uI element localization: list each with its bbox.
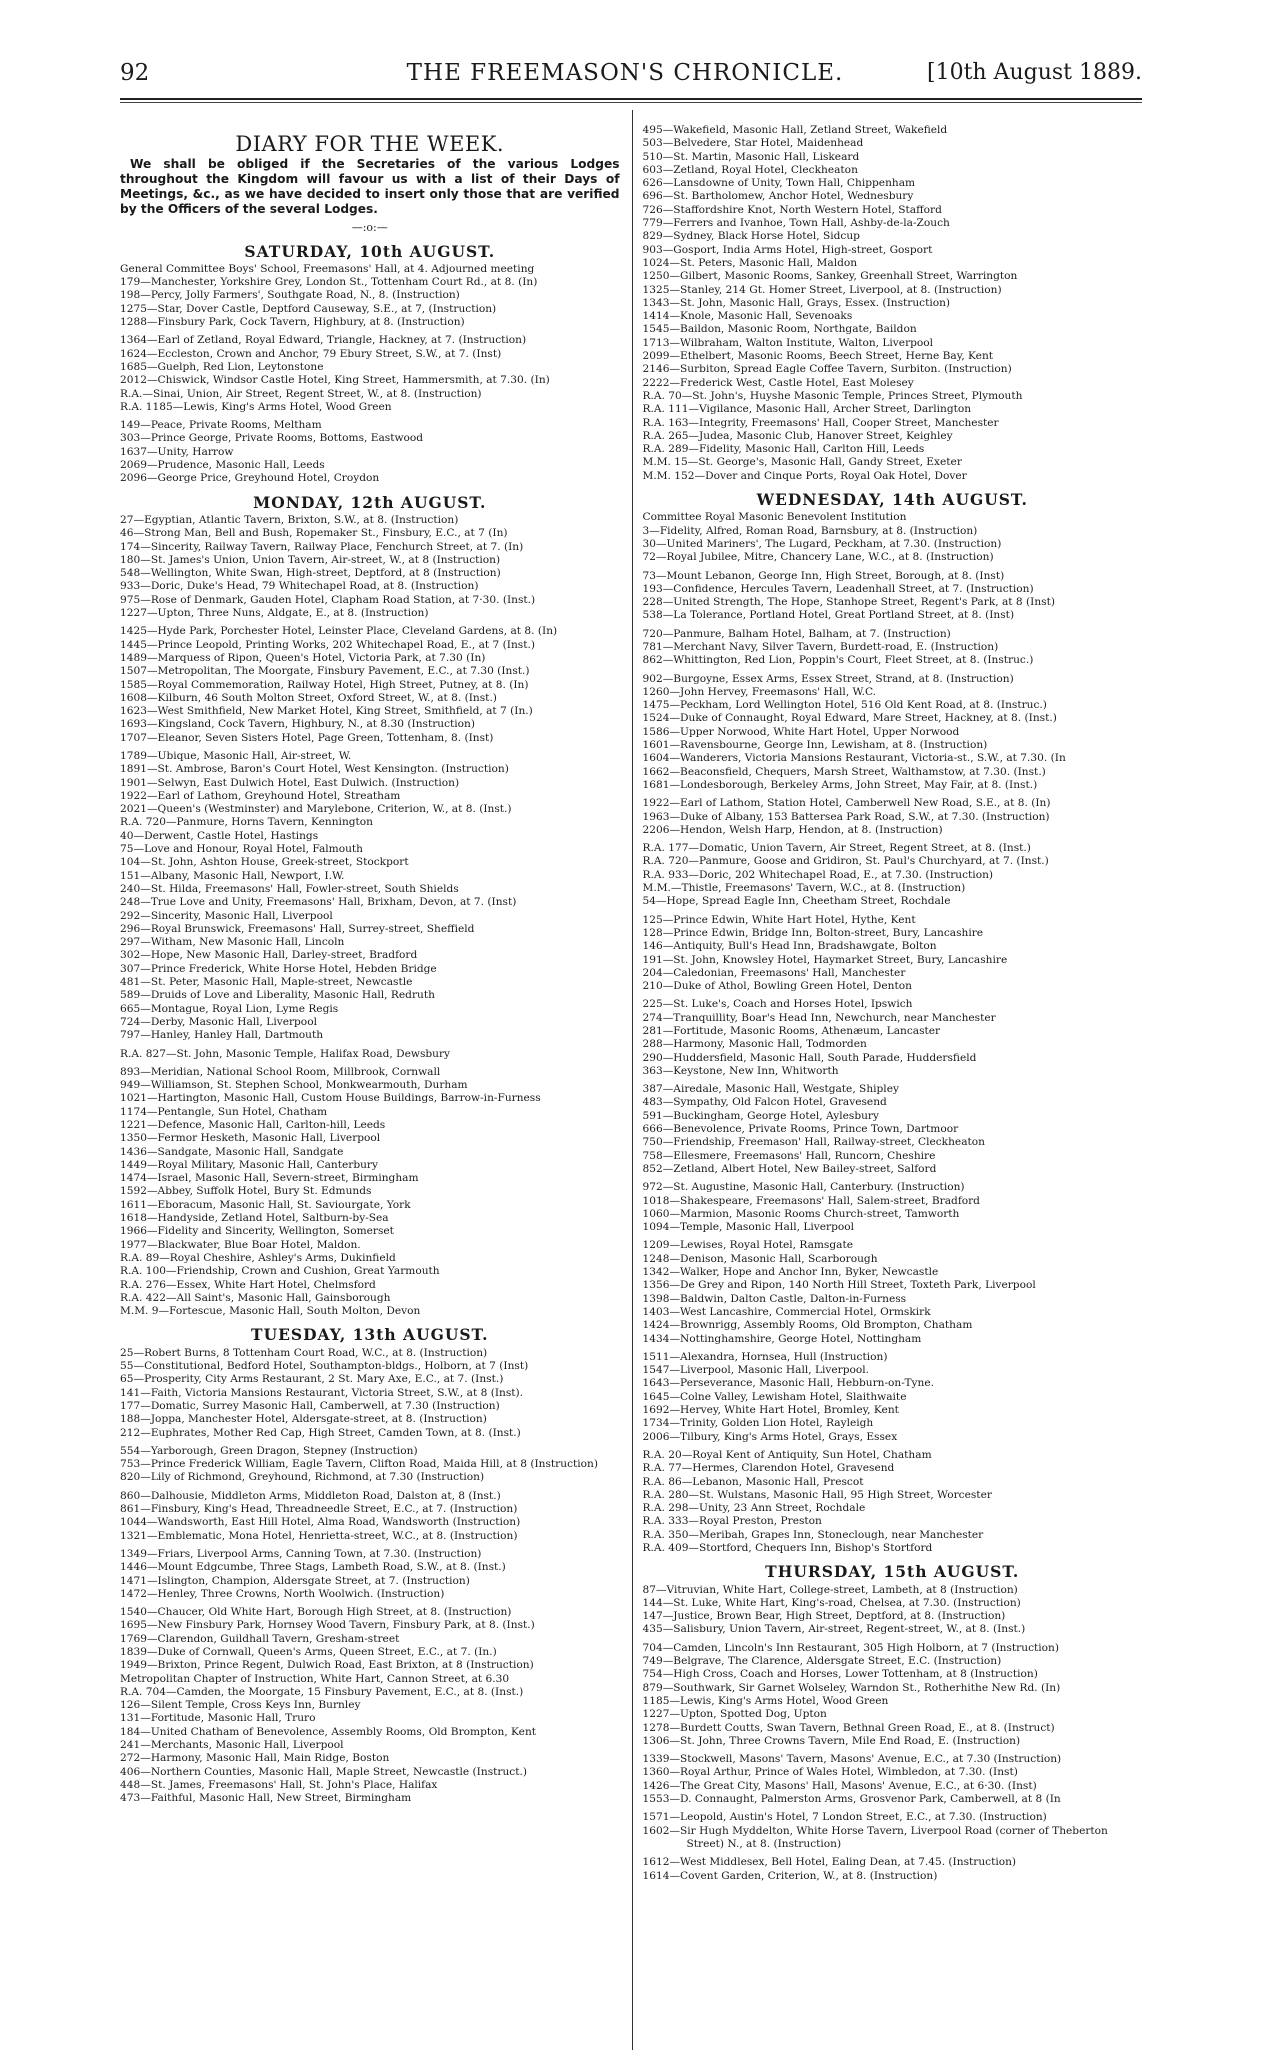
lodge-entry: 754—High Cross, Coach and Horses, Lower Tottenham, at 8 (Instruction) [642,1668,1038,1681]
lodge-entry: 862—Whittington, Red Lion, Poppin's Court, Fleet Street, at 8. (Instruc.) [642,654,1034,667]
lodge-entry: R.A. 89—Royal Cheshire, Ashley's Arms, Dukinfield [120,1251,396,1264]
lodge-entry: R.A. 827—St. John, Masonic Temple, Halifax Road, Dewsbury [120,1047,451,1060]
lodge-entry: R.A. 704—Camden, the Moorgate, 15 Finsbury Pavement, E.C., at 8. (Inst.) [120,1685,524,1698]
lodge-entry: 188—Joppa, Manchester Hotel, Aldersgate-street, at 8. (Instruction) [120,1413,487,1426]
lodge-entry: 1227—Upton, Spotted Dog, Upton [642,1708,827,1721]
lodge-entry: 548—Wellington, White Swan, High-street, Deptford, at 8 (Instruction) [120,567,501,580]
lodge-entry: 1475—Peckham, Lord Wellington Hotel, 516 Old Kent Road, at 8. (Instruc.) [642,699,1047,712]
lodge-entry: 538—La Tolerance, Portland Hotel, Great Portland Street, at 8. (Inst) [642,609,1015,622]
lodge-entry: 1221—Defence, Masonic Hall, Carlton-hill, Leeds [120,1119,386,1131]
lodge-entry: 1713—Wilbraham, Walton Institute, Walton, Liverpool [642,336,934,349]
lodge-entry: 1891—St. Ambrose, Baron's Court Hotel, West Kensington. (Instruction) [120,763,509,776]
lodge-entry: 191—St. John, Knowsley Hotel, Haymarket Street, Bury, Lancashire [642,953,1008,966]
lodge-entry: 852—Zetland, Albert Hotel, New Bailey-street, Salford [642,1162,937,1175]
lodge-entry: 1901—Selwyn, East Dulwich Hotel, East Dulwich. (Instruction) [120,776,460,789]
lodge-entry: 1553—D. Connaught, Palmerston Arms, Grosvenor Park, Camberwell, at 8 (In [642,1793,1061,1806]
lodge-entry: 902—Burgoyne, Essex Arms, Essex Street, Strand, at 8. (Instruction) [642,672,1014,685]
lodge-entry: 180—St. James's Union, Union Tavern, Air-street, W., at 8 (Instruction) [120,553,501,566]
lodge-entry: 724—Derby, Masonic Hall, Liverpool [120,1015,317,1028]
lodge-entry: 1949—Brixton, Prince Regent, Dulwich Road, East Brixton, at 8 (Instruction) [120,1659,534,1672]
lodge-entry: 1278—Burdett Coutts, Swan Tavern, Bethnal Green Road, E., at 8. (Instruct) [642,1721,1055,1734]
lodge-entry: 25—Robert Burns, 8 Tottenham Court Road, W.C., at 8. (Instruction) [120,1346,488,1359]
lodge-entry: 1094—Temple, Masonic Hall, Liverpool [642,1221,854,1234]
lodge-entry: R.A. 20—Royal Kent of Antiquity, Sun Hotel, Chatham [642,1448,932,1461]
lodge-entry: 174—Sincerity, Railway Tavern, Railway Place, Fenchurch Street, at 7. (In) [120,540,524,553]
lodge-entry: 125—Prince Edwin, White Hart Hotel, Hythe, Kent [642,913,916,926]
lodge-entry: 1325—Stanley, 214 Gt. Homer Street, Liverpool, at 8. (Instruction) [642,283,1002,296]
lodge-entry: 1645—Colne Valley, Lewisham Hotel, Slaithwaite [642,1390,907,1403]
lodge-entry: 893—Meridian, National School Room, Millbrook, Cornwall [120,1065,441,1078]
lodge-entry: 2146—Surbiton, Spread Eagle Coffee Tavern, Surbiton. (Instruction) [642,363,1012,376]
lodge-entry: 1540—Chaucer, Old White Hart, Borough High Street, at 8. (Instruction) [120,1606,512,1619]
lodge-entry: 292—Sincerity, Masonic Hall, Liverpool [120,909,333,922]
issue-date: [10th August 1889. [927,60,1142,85]
day-section-tuesday-continued [642,124,1142,483]
lodge-entry: R.A. 1185—Lewis, King's Arms Hotel, Wood Green [120,400,392,413]
lodge-entry: 1288—Finsbury Park, Cock Tavern, Highbury, at 8. (Instruction) [120,316,465,329]
lodge-entry: 758—Ellesmere, Freemasons' Hall, Runcorn, Cheshire [642,1149,936,1162]
lodge-entry: 1446—Mount Edgcumbe, Three Stags, Lambeth Road, S.W., at 8. (Inst.) [120,1561,506,1574]
lodge-entry: 363—Keystone, New Inn, Whitworth [642,1064,839,1077]
lodge-entry: R.A. 77—Hermes, Clarendon Hotel, Gravesend [642,1462,895,1475]
lodge-entry: 225—St. Luke's, Coach and Horses Hotel, Ipswich [642,998,913,1011]
lodge-entry: 2006—Tilbury, King's Arms Hotel, Grays, Essex [642,1430,898,1443]
lodge-entry: 302—Hope, New Masonic Hall, Darley-street, Bradford [120,949,418,962]
lodge-entry: R.A. 276—Essex, White Hart Hotel, Chelmsford [120,1278,376,1291]
lodge-entry: 87—Vitruvian, White Hart, College-street, Lambeth, at 8 (Instruction) [642,1583,1018,1596]
lodge-entry: 1602—Sir Hugh Myddelton, White Horse Tavern, Liverpool Road (corner of Theberton Street) N., at 8. (Instruction) [642,1824,1108,1850]
lodge-entry: 65—Prosperity, City Arms Restaurant, 2 St. Mary Axe, E.C., at 7. (Inst.) [120,1373,504,1386]
lodge-entry: 720—Panmure, Balham Hotel, Balham, at 7. (Instruction) [642,627,951,640]
lodge-entry: 435—Salisbury, Union Tavern, Air-street, Regent-street, W., at 8. (Inst.) [642,1623,1026,1636]
lodge-entry: 591—Buckingham, George Hotel, Aylesbury [642,1109,879,1122]
lodge-entry: 1275—Star, Dover Castle, Deptford Causeway, S.E., at 7, (Instruction) [120,302,497,315]
lodge-entry: 696—St. Bartholomew, Anchor Hotel, Wednesbury [642,190,914,203]
lodge-entry: 1601—Ravensbourne, George Inn, Lewisham, at 8. (Instruction) [642,739,988,752]
lodge-entry: 30—United Mariners', The Lugard, Peckham, at 7.30. (Instruction) [642,537,1002,550]
lodge-entry: 193—Confidence, Hercules Tavern, Leadenhall Street, at 7. (Instruction) [642,582,1034,595]
lodge-entry: 2222—Frederick West, Castle Hotel, East Molesey [642,376,914,389]
lodge-entry: M.M.—Thistle, Freemasons' Tavern, W.C., at 8. (Instruction) [642,882,966,895]
lodge-entry: R.A. 720—Panmure, Horns Tavern, Kennington [120,816,374,829]
lodge-entry: 2099—Ethelbert, Masonic Rooms, Beech Street, Herne Bay, Kent [642,350,994,363]
lodge-entry: 147—Justice, Brown Bear, High Street, Deptford, at 8. (Instruction) [642,1610,1006,1623]
lodge-entry: 1024—St. Peters, Masonic Hall, Maldon [642,256,858,269]
lodge-entry: 210—Duke of Athol, Bowling Green Hotel, Denton [642,980,912,993]
lodge-entry: 2021—Queen's (Westminster) and Marylebone, Criterion, W., at 8. (Inst.) [120,803,512,816]
lodge-entry: 2012—Chiswick, Windsor Castle Hotel, King Street, Hammersmith, at 7.30. (In) [120,374,550,387]
lodge-entry: 212—Euphrates, Mother Red Cap, High Street, Camden Town, at 8. (Inst.) [120,1426,521,1439]
article-intro: We shall be obliged if the Secretaries of the various Lodges throughout the Kingdom will favour us with a list of their Days of Meetings, &c., as we have decided to insert only those that are verified by the Officers of the several Lodges. [120,157,620,217]
lodge-entry: 204—Caledonian, Freemasons' Hall, Manchester [642,966,906,979]
lodge-entry: 1734—Trinity, Golden Lion Hotel, Rayleigh [642,1417,874,1430]
lodge-entry: 104—St. John, Ashton House, Greek-street, Stockport [120,856,409,869]
lodge-entry: 1321—Emblematic, Mona Hotel, Henrietta-street, W.C., at 8. (Instruction) [120,1529,518,1542]
lodge-entry: 1424—Brownrigg, Assembly Rooms, Old Brompton, Chatham [642,1319,973,1332]
lodge-entry: R.A. 298—Unity, 23 Ann Street, Rochdale [642,1502,866,1515]
page-number: 92 [120,60,150,86]
lodge-entry: 704—Camden, Lincoln's Inn Restaurant, 305 High Holborn, at 7 (Instruction) [642,1641,1059,1654]
separator: —:o:— [351,221,388,235]
day-heading-saturday: SATURDAY, 10th AUGUST. [244,241,496,261]
lodge-entry: M.M. 15—St. George's, Masonic Hall, Gandy Street, Exeter [642,456,962,469]
lodge-entry: 406—Northern Counties, Masonic Hall, Maple Street, Newcastle (Instruct.) [120,1765,527,1778]
lodge-entry: 296—Royal Brunswick, Freemasons' Hall, Surrey-street, Sheffield [120,922,475,935]
lodge-entry: 1586—Upper Norwood, White Hart Hotel, Upper Norwood [642,725,960,738]
day-heading-tuesday: TUESDAY, 13th AUGUST. [251,1325,489,1345]
lodge-entry: 1018—Shakespeare, Freemasons' Hall, Salem-street, Bradford [642,1194,980,1207]
lodge-entry: 228—United Strength, The Hope, Stanhope Street, Regent's Park, at 8 (Inst) [642,596,1055,609]
lodge-entry: 797—Hanley, Hanley Hall, Dartmouth [120,1029,324,1042]
lodge-entry: 2096—George Price, Greyhound Hotel, Croydon [120,472,380,485]
lodge-entry: 3—Fidelity, Alfred, Roman Road, Barnsbury, at 8. (Instruction) [642,524,978,537]
lodge-entry: 1021—Hartington, Masonic Hall, Custom House Buildings, Barrow-in-Furness [120,1092,541,1105]
lodge-entry: 481—St. Peter, Masonic Hall, Maple-street, Newcastle [120,976,413,989]
lodge-entry: 879—Southwark, Sir Garnet Wolseley, Warndon St., Rotherhithe New Rd. (In) [642,1681,1061,1694]
masthead [120,60,1142,102]
lodge-entry: 626—Lansdowne of Unity, Town Hall, Chippenham [642,177,916,190]
day-heading-thursday: THURSDAY, 15th AUGUST. [765,1562,1020,1582]
lodge-entry: 128—Prince Edwin, Bridge Inn, Bolton-street, Bury, Lancashire [642,926,984,939]
lodge-entry: 75—Love and Honour, Royal Hotel, Falmouth [120,843,364,856]
lodge-entry: 1612—West Middlesex, Bell Hotel, Ealing Dean, at 7.45. (Instruction) [642,1856,1017,1869]
lodge-entry: 726—Staffordshire Knot, North Western Hotel, Stafford [642,203,942,216]
lodge-entry: 779—Ferrers and Ivanhoe, Town Hall, Ashby-de-la-Zouch [642,217,950,230]
lodge-entry: 1426—The Great City, Masons' Hall, Masons' Avenue, E.C., at 6·30. (Inst) [642,1779,1037,1792]
lodge-entry: 1185—Lewis, King's Arms Hotel, Wood Green [642,1694,889,1707]
lodge-entry: 448—St. James, Freemasons' Hall, St. John's Place, Halifax [120,1778,438,1791]
lodge-entry: 860—Dalhousie, Middleton Arms, Middleton Road, Dalston at, 8 (Inst.) [120,1489,501,1502]
lodge-entry: 2206—Hendon, Welsh Harp, Hendon, at 8. (Instruction) [642,823,943,836]
left-column [120,110,628,2050]
lodge-entry: 483—Sympathy, Old Falcon Hotel, Gravesend [642,1096,887,1109]
lodge-entry: 1356—De Grey and Ripon, 140 North Hill Street, Toxteth Park, Liverpool [642,1279,1036,1292]
lodge-entry: 933—Doric, Duke's Head, 79 Whitechapel Road, at 8. (Instruction) [120,580,479,593]
column-divider [632,110,633,2050]
lodge-entry: 1681—Londesborough, Berkeley Arms, John Street, May Fair, at 8. (Inst.) [642,778,1038,791]
lodge-entry: R.A. 280—St. Wulstans, Masonic Hall, 95 High Street, Worcester [642,1488,992,1501]
lodge-entry: R.A. 70—St. John's, Huyshe Masonic Temple, Princes Street, Plymouth [642,389,1023,402]
lodge-entry: 1789—Ubique, Masonic Hall, Air-street, W. [120,749,352,762]
lodge-entry: 1343—St. John, Masonic Hall, Grays, Essex. (Instruction) [642,296,951,309]
lodge-entry: M.M. 9—Fortescue, Masonic Hall, South Molton, Devon [120,1305,421,1318]
lodge-entry: 473—Faithful, Masonic Hall, New Street, Birmingham [120,1792,412,1805]
lodge-entry: 1637—Unity, Harrow [120,445,234,458]
lodge-entry: 1571—Leopold, Austin's Hotel, 7 London Street, E.C., at 7.30. (Instruction) [642,1811,1047,1824]
lodge-entry: 972—St. Augustine, Masonic Hall, Canterbury. (Instruction) [642,1181,965,1194]
lodge-entry: 198—Percy, Jolly Farmers', Southgate Road, N., 8. (Instruction) [120,289,460,302]
lodge-entry: R.A.—Sinai, Union, Air Street, Regent Street, W., at 8. (Instruction) [120,387,482,400]
lodge-entry: 903—Gosport, India Arms Hotel, High-street, Gosport [642,243,933,256]
lodge-entry: 1662—Beaconsfield, Chequers, Marsh Street, Walthamstow, at 7.30. (Inst.) [642,765,1046,778]
lodge-entry: R.A. 111—Vigilance, Masonic Hall, Archer Street, Darlington [642,403,972,416]
lodge-entry: R.A. 409—Stortford, Chequers Inn, Bishop's Stortford [642,1541,933,1554]
lodge-entry: 1436—Sandgate, Masonic Hall, Sandgate [120,1145,344,1158]
lodge-entry: 1614—Covent Garden, Criterion, W., at 8. (Instruction) [642,1869,938,1882]
lodge-entry: 1693—Kingsland, Cock Tavern, Highbury, N., at 8.30 (Instruction) [120,718,476,731]
lodge-entry: 1977—Blackwater, Blue Boar Hotel, Maldon. [120,1238,361,1251]
lodge-entry: R.A. 333—Royal Preston, Preston [642,1515,822,1528]
lodge-entry: 1489—Marquess of Ripon, Queen's Hotel, Victoria Park, at 7.30 (In) [120,651,486,664]
day-heading-wednesday: WEDNESDAY, 14th AUGUST. [756,490,1028,510]
lodge-entry: 1611—Eboracum, Masonic Hall, St. Saviourgate, York [120,1198,411,1211]
lodge-entry: 666—Benevolence, Private Rooms, Prince Town, Dartmoor [642,1123,959,1136]
lodge-entry: 1966—Fidelity and Sincerity, Wellington, Somerset [120,1225,394,1238]
lodge-entry: 1769—Clarendon, Guildhall Tavern, Gresham-street [120,1632,400,1645]
lodge-entry: 589—Druids of Love and Liberality, Masonic Hall, Redruth [120,989,435,1002]
article-heading: DIARY FOR THE WEEK. [235,132,505,156]
lodge-entry: 1364—Earl of Zetland, Royal Edward, Triangle, Hackney, at 7. (Instruction) [120,334,527,347]
day-heading-monday: MONDAY, 12th AUGUST. [253,492,487,512]
lodge-entry: 1227—Upton, Three Nuns, Aldgate, E., at 8. (Instruction) [120,607,429,620]
lodge-entry: 297—Witham, New Masonic Hall, Lincoln [120,936,345,949]
lodge-entry: 1618—Handyside, Zetland Hotel, Saltburn-by-Sea [120,1212,389,1225]
lodge-entry: R.A. 422—All Saint's, Masonic Hall, Gainsborough [120,1291,391,1304]
lodge-entry: 1445—Prince Leopold, Printing Works, 202 Whitechapel Road, E., at 7 (Inst.) [120,638,535,651]
lodge-entry: 1604—Wanderers, Victoria Mansions Restaurant, Victoria-st., S.W., at 7.30. (In [642,752,1066,765]
lodge-entry: 1685—Guelph, Red Lion, Leytonstone [120,360,324,373]
lodge-entry: 1963—Duke of Albany, 153 Battersea Park Road, S.W., at 7.30. (Instruction) [642,810,1050,823]
lodge-entry: 503—Belvedere, Star Hotel, Maidenhead [642,137,864,150]
lodge-entry: 73—Mount Lebanon, George Inn, High Street, Borough, at 8. (Inst) [642,569,1005,582]
lodge-entry: 861—Finsbury, King's Head, Threadneedle Street, E.C., at 7. (Instruction) [120,1503,518,1516]
publication-title: THE FREEMASON'S CHRONICLE. [406,60,844,86]
lodge-entry: R.A. 289—Fidelity, Masonic Hall, Carlton Hill, Leeds [642,443,925,456]
lodge-entry: R.A. 86—Lebanon, Masonic Hall, Prescot [642,1475,864,1488]
lodge-entry: 949—Williamson, St. Stephen School, Monkwearmouth, Durham [120,1079,468,1092]
lodge-entry: R.A. 177—Domatic, Union Tavern, Air Street, Regent Street, at 8. (Inst.) [642,842,1031,855]
lodge-entry: R.A. 100—Friendship, Crown and Cushion, Great Yarmouth [120,1265,440,1278]
lodge-entry: 820—Lily of Richmond, Greyhound, Richmond, at 7.30 (Instruction) [120,1471,485,1484]
masthead-rule [120,98,1142,100]
lodge-entry: 495—Wakefield, Masonic Hall, Zetland Street, Wakefield [642,124,948,136]
lodge-entry: 149—Peace, Private Rooms, Meltham [120,419,322,432]
lodge-entry: 281—Fortitude, Masonic Rooms, Athenæum, Lancaster [642,1025,941,1037]
lodge-entry: 1624—Eccleston, Crown and Anchor, 79 Ebury Street, S.W., at 7. (Inst) [120,347,502,360]
lodge-entry: M.M. 152—Dover and Cinque Ports, Royal Oak Hotel, Dover [642,469,967,482]
lodge-entry: 1174—Pentangle, Sun Hotel, Chatham [120,1105,328,1118]
lodge-entry: 975—Rose of Denmark, Gauden Hotel, Clapham Road Station, at 7·30. (Inst.) [120,593,536,606]
lodge-entry: Committee Royal Masonic Benevolent Institution [642,511,907,524]
lodge-entry: 2069—Prudence, Masonic Hall, Leeds [120,459,325,472]
lodge-entry: 1608—Kilburn, 46 South Molton Street, Oxford Street, W., at 8. (Inst.) [120,691,497,704]
lodge-entry: 1474—Israel, Masonic Hall, Severn-street, Birmingham [120,1172,419,1185]
lodge-entry: 1592—Abbey, Suffolk Hotel, Bury St. Edmunds [120,1185,372,1198]
lodge-entry: 288—Harmony, Masonic Hall, Todmorden [642,1038,867,1051]
lodge-entry: 55—Constitutional, Bedford Hotel, Southampton-bldgs., Holborn, at 7 (Inst) [120,1360,529,1373]
lodge-entry: 307—Prince Frederick, White Horse Hotel, Hebden Bridge [120,962,437,975]
lodge-entry: General Committee Boys' School, Freemasons' Hall, at 4. Adjourned meeting [120,262,535,275]
masthead-rule-thin [120,102,1142,103]
lodge-entry: 303—Prince George, Private Rooms, Bottoms, Eastwood [120,432,424,445]
lodge-entry: 131—Fortitude, Masonic Hall, Truro [120,1712,316,1725]
lodge-entry: 1524—Duke of Connaught, Royal Edward, Mare Street, Hackney, at 8. (Inst.) [642,712,1057,725]
right-column [636,110,1142,2050]
lodge-entry: 1342—Walker, Hope and Anchor Inn, Byker, Newcastle [642,1266,939,1279]
lodge-entry: 146—Antiquity, Bull's Head Inn, Bradshawgate, Bolton [642,940,937,953]
lodge-entry: 1623—West Smithfield, New Market Hotel, King Street, Smithfield, at 7 (In.) [120,705,533,718]
lodge-entry: 27—Egyptian, Atlantic Tavern, Brixton, S.W., at 8. (Instruction) [120,513,459,526]
lodge-entry: 1547—Liverpool, Masonic Hall, Liverpool. [642,1364,870,1377]
lodge-entry: 1585—Royal Commemoration, Railway Hotel, High Street, Putney, at 8. (In) [120,678,529,691]
lodge-entry: 126—Silent Temple, Cross Keys Inn, Burnley [120,1699,361,1712]
lodge-entry: 54—Hope, Spread Eagle Inn, Cheetham Street, Rochdale [642,895,951,908]
lodge-entry: Metropolitan Chapter of Instruction, White Hart, Cannon Street, at 6.30 [120,1672,510,1685]
lodge-entry: 1414—Knole, Masonic Hall, Sevenoaks [642,310,853,323]
lodge-entry: 1306—St. John, Three Crowns Tavern, Mile End Road, E. (Instruction) [642,1734,1021,1747]
lodge-entry: 1695—New Finsbury Park, Hornsey Wood Tavern, Finsbury Park, at 8. (Inst.) [120,1619,535,1632]
lodge-entry: 1692—Hervey, White Hart Hotel, Bromley, Kent [642,1404,899,1417]
columns [120,110,1142,2050]
day-section-wednesday [642,511,1142,1555]
lodge-entry: 1350—Fermor Hesketh, Masonic Hall, Liverpool [120,1132,381,1145]
lodge-entry: 40—Derwent, Castle Hotel, Hastings [120,829,319,842]
newspaper-page [120,60,1142,1882]
lodge-entry: 240—St. Hilda, Freemasons' Hall, Fowler-street, South Shields [120,882,459,895]
lodge-entry: 750—Friendship, Freemason' Hall, Railway-street, Cleckheaton [642,1136,985,1149]
lodge-entry: 1511—Alexandra, Hornsea, Hull (Instruction) [642,1350,888,1363]
lodge-entry: 1707—Eleanor, Seven Sisters Hotel, Page Green, Tottenham, 8. (Inst) [120,731,494,744]
lodge-entry: 46—Strong Man, Bell and Bush, Ropemaker St., Finsbury, E.C., at 7 (In) [120,527,508,540]
lodge-entry: 1922—Earl of Lathom, Station Hotel, Camberwell New Road, S.E., at 8. (In) [642,797,1051,810]
lodge-entry: 1471—Islington, Champion, Aldersgate Street, at 7. (Instruction) [120,1574,470,1587]
lodge-entry: 1360—Royal Arthur, Prince of Wales Hotel, Wimbledon, at 7.30. (Inst) [642,1766,1018,1779]
lodge-entry: 1434—Nottinghamshire, George Hotel, Nottingham [642,1332,922,1345]
lodge-entry: 1044—Wandsworth, East Hill Hotel, Alma Road, Wandsworth (Instruction) [120,1516,521,1529]
lodge-entry: 1403—West Lancashire, Commercial Hotel, Ormskirk [642,1305,931,1318]
lodge-entry: 1449—Royal Military, Masonic Hall, Canterbury [120,1158,378,1171]
lodge-entry: 241—Merchants, Masonic Hall, Liverpool [120,1739,344,1752]
lodge-entry: 1425—Hyde Park, Porchester Hotel, Leinster Place, Cleveland Gardens, at 8. (In) [120,625,558,638]
day-section-tuesday [120,1347,620,1806]
lodge-entry: 1839—Duke of Cornwall, Queen's Arms, Queen Street, E.C., at 7. (In.) [120,1645,497,1658]
lodge-entry: 1507—Metropolitan, The Moorgate, Finsbury Pavement, E.C., at 7.30 (Inst.) [120,665,530,678]
lodge-entry: 753—Prince Frederick William, Eagle Tavern, Clifton Road, Maida Hill, at 8 (Instruction) [120,1458,598,1471]
lodge-entry: 1349—Friars, Liverpool Arms, Canning Town, at 7.30. (Instruction) [120,1547,482,1560]
lodge-entry: 510—St. Martin, Masonic Hall, Liskeard [642,150,860,163]
lodge-entry: 554—Yarborough, Green Dragon, Stepney (Instruction) [120,1444,418,1457]
lodge-entry: R.A. 163—Integrity, Freemasons' Hall, Cooper Street, Manchester [642,416,999,429]
lodge-entry: 72—Royal Jubilee, Mitre, Chancery Lane, W.C., at 8. (Instruction) [642,551,994,564]
day-section-saturday [120,263,620,486]
lodge-entry: 387—Airedale, Masonic Hall, Westgate, Shipley [642,1083,899,1096]
day-section-monday [120,514,620,1319]
lodge-entry: 141—Faith, Victoria Mansions Restaurant, Victoria Street, S.W., at 8 (Inst). [120,1386,524,1399]
lodge-entry: 1472—Henley, Three Crowns, North Woolwich. (Instruction) [120,1587,445,1600]
lodge-entry: 665—Montague, Royal Lion, Lyme Regis [120,1002,339,1015]
lodge-entry: 1398—Baldwin, Dalton Castle, Dalton-in-Furness [642,1292,907,1305]
lodge-entry: 1260—John Hervey, Freemasons' Hall, W.C. [642,685,877,698]
lodge-entry: 248—True Love and Unity, Freemasons' Hall, Brixham, Devon, at 7. (Inst) [120,896,517,909]
lodge-entry: 1922—Earl of Lathom, Greyhound Hotel, Streatham [120,789,401,802]
lodge-entry: 290—Huddersfield, Masonic Hall, South Parade, Huddersfield [642,1051,977,1064]
lodge-entry: 781—Merchant Navy, Silver Tavern, Burdett-road, E. (Instruction) [642,640,999,653]
lodge-entry: 177—Domatic, Surrey Masonic Hall, Camberwell, at 7.30 (Instruction) [120,1399,500,1412]
lodge-entry: 1248—Denison, Masonic Hall, Scarborough [642,1252,878,1265]
lodge-entry: 274—Tranquillity, Boar's Head Inn, Newchurch, near Manchester [642,1011,996,1024]
lodge-entry: 272—Harmony, Masonic Hall, Main Ridge, Boston [120,1752,390,1765]
lodge-entry: 144—St. Luke, White Hart, King's-road, Chelsea, at 7.30. (Instruction) [642,1596,1021,1609]
lodge-entry: 151—Albany, Masonic Hall, Newport, I.W. [120,869,345,882]
lodge-entry: 1545—Baildon, Masonic Room, Northgate, Baildon [642,323,917,336]
lodge-entry: R.A. 933—Doric, 202 Whitechapel Road, E., at 7.30. (Instruction) [642,868,994,881]
lodge-entry: 179—Manchester, Yorkshire Grey, London St., Tottenham Court Rd., at 8. (In) [120,276,538,289]
lodge-entry: 603—Zetland, Royal Hotel, Cleckheaton [642,163,858,176]
lodge-entry: R.A. 265—Judea, Masonic Club, Hanover Street, Keighley [642,429,953,442]
lodge-entry: R.A. 720—Panmure, Goose and Gridiron, St. Paul's Churchyard, at 7. (Inst.) [642,855,1049,868]
lodge-entry: 1643—Perseverance, Masonic Hall, Hebburn-on-Tyne. [642,1377,934,1390]
lodge-entry: 1250—Gilbert, Masonic Rooms, Sankey, Greenhall Street, Warrington [642,270,1018,283]
lodge-entry: 749—Belgrave, The Clarence, Aldersgate Street, E.C. (Instruction) [642,1655,1002,1668]
lodge-entry: 184—United Chatham of Benevolence, Assembly Rooms, Old Brompton, Kent [120,1725,537,1738]
day-section-thursday [642,1584,1142,1883]
lodge-entry: 1209—Lewises, Royal Hotel, Ramsgate [642,1239,853,1252]
lodge-entry: 1060—Marmion, Masonic Rooms Church-street, Tamworth [642,1207,960,1220]
lodge-entry: R.A. 350—Meribah, Grapes Inn, Stoneclough, near Manchester [642,1528,984,1541]
lodge-entry: 1339—Stockwell, Masons' Tavern, Masons' Avenue, E.C., at 7.30 (Instruction) [642,1753,1062,1766]
lodge-entry: 829—Sydney, Black Horse Hotel, Sidcup [642,230,860,243]
